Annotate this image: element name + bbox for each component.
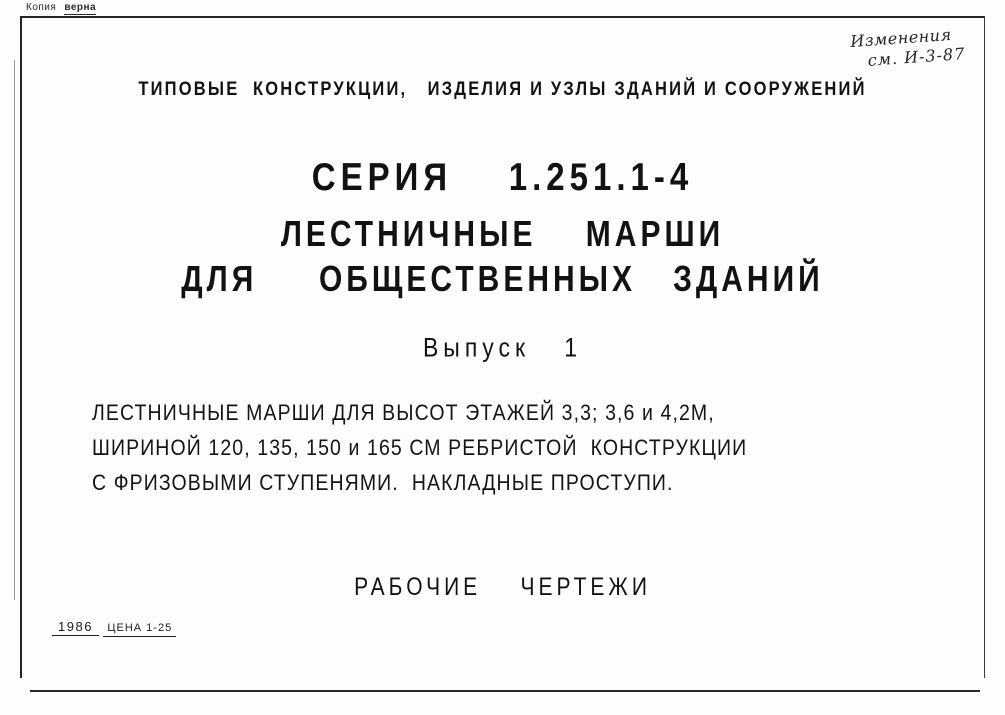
year-price-block [52, 618, 176, 637]
stamp-word-verna: верна [64, 2, 97, 13]
issue-number-line: Выпуск 1 [422, 331, 583, 363]
document-title-line-1: ЛЕСТНИЧНЫЕ МАРШИ [280, 214, 725, 255]
left-margin-line [14, 60, 15, 600]
document-title-line-2: ДЛЯ ОБЩЕСТВЕННЫХ ЗДАНИЙ [181, 259, 824, 300]
scope-line-3: С ФРИЗОВЫМИ СТУПЕНЯМИ. НАКЛАДНЫЕ ПРОСТУПИ. [92, 470, 674, 496]
scope-line-1: ЛЕСТНИЧНЫЕ МАРШИ ДЛЯ ВЫСОТ ЭТАЖЕЙ 3,3; 3,6 и 4,2М, [92, 400, 715, 426]
scope-description-block [92, 402, 932, 507]
bottom-border-line [30, 690, 980, 692]
working-drawings-line: РАБОЧИЕ ЧЕРТЕЖИ [354, 573, 651, 601]
handwritten-note-line-1: Изменения [850, 24, 953, 51]
stamp-word-kopiya: Копия [26, 2, 57, 13]
scope-line-2: ШИРИНОЙ 120, 135, 150 и 165 СМ РЕБРИСТОЙ КОНСТРУКЦИИ [92, 435, 748, 461]
price-label: ЦЕНА 1-25 [103, 622, 176, 637]
document-category-header: ТИПОВЫЕ КОНСТРУКЦИИ, ИЗДЕЛИЯ И УЗЛЫ ЗДАНИЙ И СООРУЖЕНИЙ [138, 78, 867, 100]
handwritten-revision-note [850, 24, 966, 72]
publication-year: 1986 [52, 619, 99, 636]
copy-certified-stamp [26, 2, 96, 13]
series-number-heading: СЕРИЯ 1.251.1-4 [311, 154, 694, 199]
handwritten-note-line-2: см. И-3-87 [867, 44, 967, 70]
